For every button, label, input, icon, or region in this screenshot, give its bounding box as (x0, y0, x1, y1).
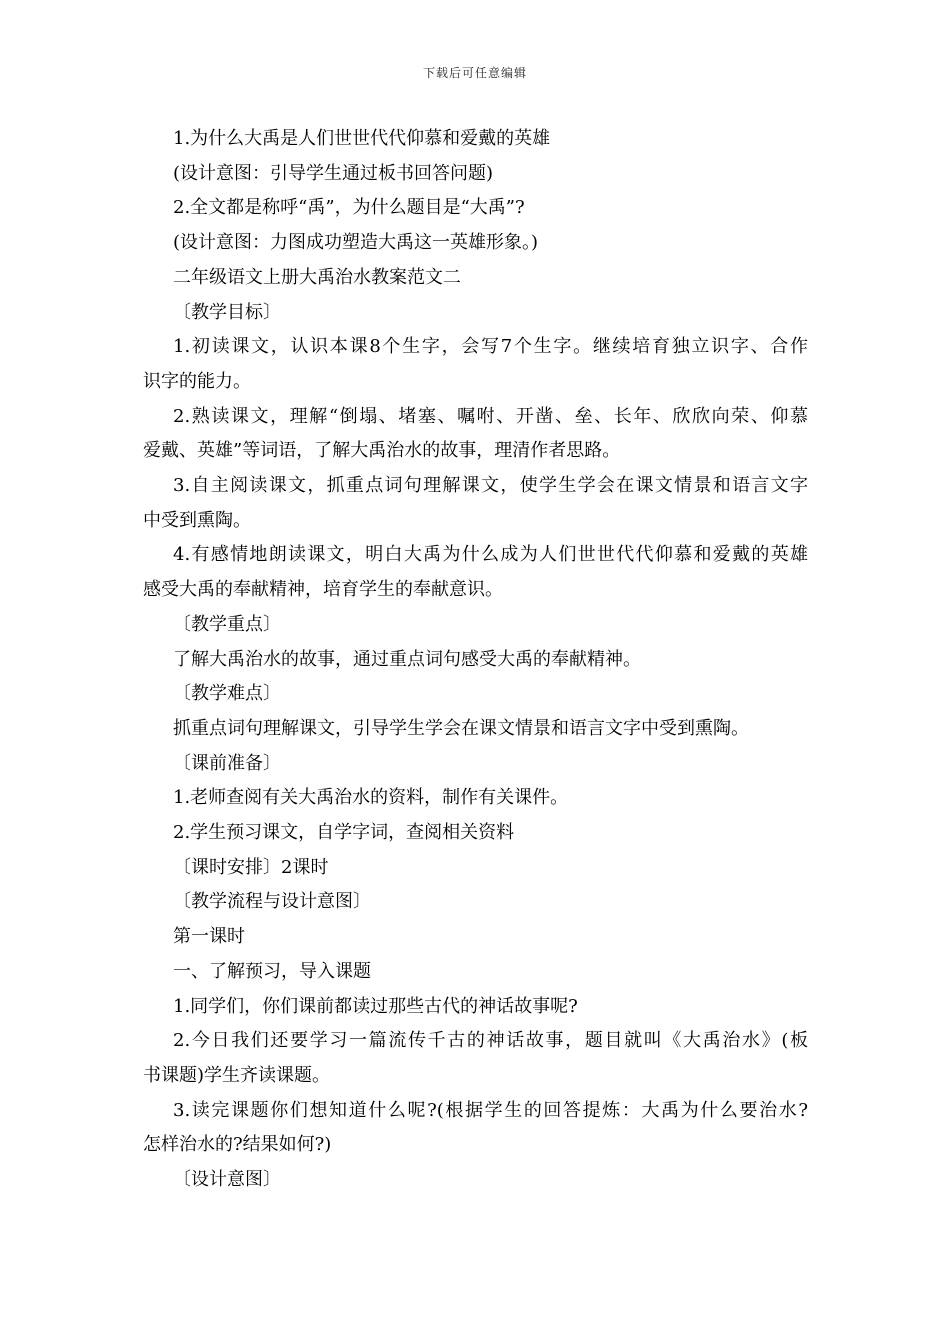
text-line: 中受到熏陶。 (143, 509, 251, 531)
text-line: 一、了解预习，导入课题 (173, 960, 371, 982)
text-line: 2.学生预习课文，自学字词，查阅相关资料 (173, 822, 515, 844)
text-line: 2.全文都是称呼“禹”，为什么题目是“大禹”? (173, 197, 525, 219)
text-line: (设计意图：引导学生通过板书回答问题) (173, 162, 494, 184)
text-line: 1.为什么大禹是人们世世代代仰慕和爱戴的英雄 (173, 128, 551, 149)
text-line: (设计意图：力图成功塑造大禹这一英雄形象。) (173, 232, 539, 254)
text-line: 第一课时 (173, 926, 245, 948)
text-line: 1.初读课文，认识本课8个生字，会写7个生字。继续培育独立识字、合作 (173, 336, 808, 358)
text-line: 〔设计意图〕 (173, 1169, 281, 1191)
text-line: 4.有感情地朗读课文，明白大禹为什么成为人们世世代代仰慕和爱戴的英雄 (173, 544, 808, 566)
document-body (143, 122, 808, 1198)
text-line: 二年级语文上册大禹治水教案范文二 (173, 266, 461, 288)
page-header-note: 下载后可任意编辑 (422, 66, 527, 80)
text-line: 了解大禹治水的故事，通过重点词句感受大禹的奉献精神。 (173, 648, 641, 670)
text-line: 〔课前准备〕 (173, 752, 281, 774)
text-line: 3.自主阅读课文，抓重点词句理解课文，使学生学会在课文情景和语言文字 (173, 475, 808, 497)
text-line: 爱戴、英雄”等词语，了解大禹治水的故事，理清作者思路。 (143, 440, 621, 462)
text-line: 〔教学目标〕 (173, 301, 281, 323)
text-line: 〔教学流程与设计意图〕 (173, 891, 371, 913)
text-line: 识字的能力。 (143, 370, 251, 392)
text-line: 1.老师查阅有关大禹治水的资料，制作有关课件。 (173, 787, 569, 809)
text-line: 2.今日我们还要学习一篇流传千古的神话故事，题目就叫《大禹治水》(板 (173, 1030, 808, 1052)
text-line: 〔教学重点〕 (173, 613, 281, 635)
text-line: 书课题)学生齐读课题。 (143, 1064, 331, 1086)
text-line: 〔课时安排〕2课时 (173, 856, 329, 878)
text-line: 1.同学们，你们课前都读过那些古代的神话故事呢? (173, 995, 578, 1017)
text-line: 〔教学难点〕 (173, 683, 281, 705)
text-line: 3.读完课题你们想知道什么呢?(根据学生的回答提炼：大禹为什么要治水? (173, 1099, 808, 1121)
text-line: 抓重点词句理解课文，引导学生学会在课文情景和语言文字中受到熏陶。 (173, 717, 749, 739)
text-line: 怎样治水的?结果如何?) (143, 1134, 332, 1156)
text-line: 感受大禹的奉献精神，培育学生的奉献意识。 (143, 579, 503, 601)
text-line: 2.熟读课文，理解“倒塌、堵塞、嘱咐、开凿、垒、长年、欣欣向荣、仰慕 (173, 405, 808, 427)
